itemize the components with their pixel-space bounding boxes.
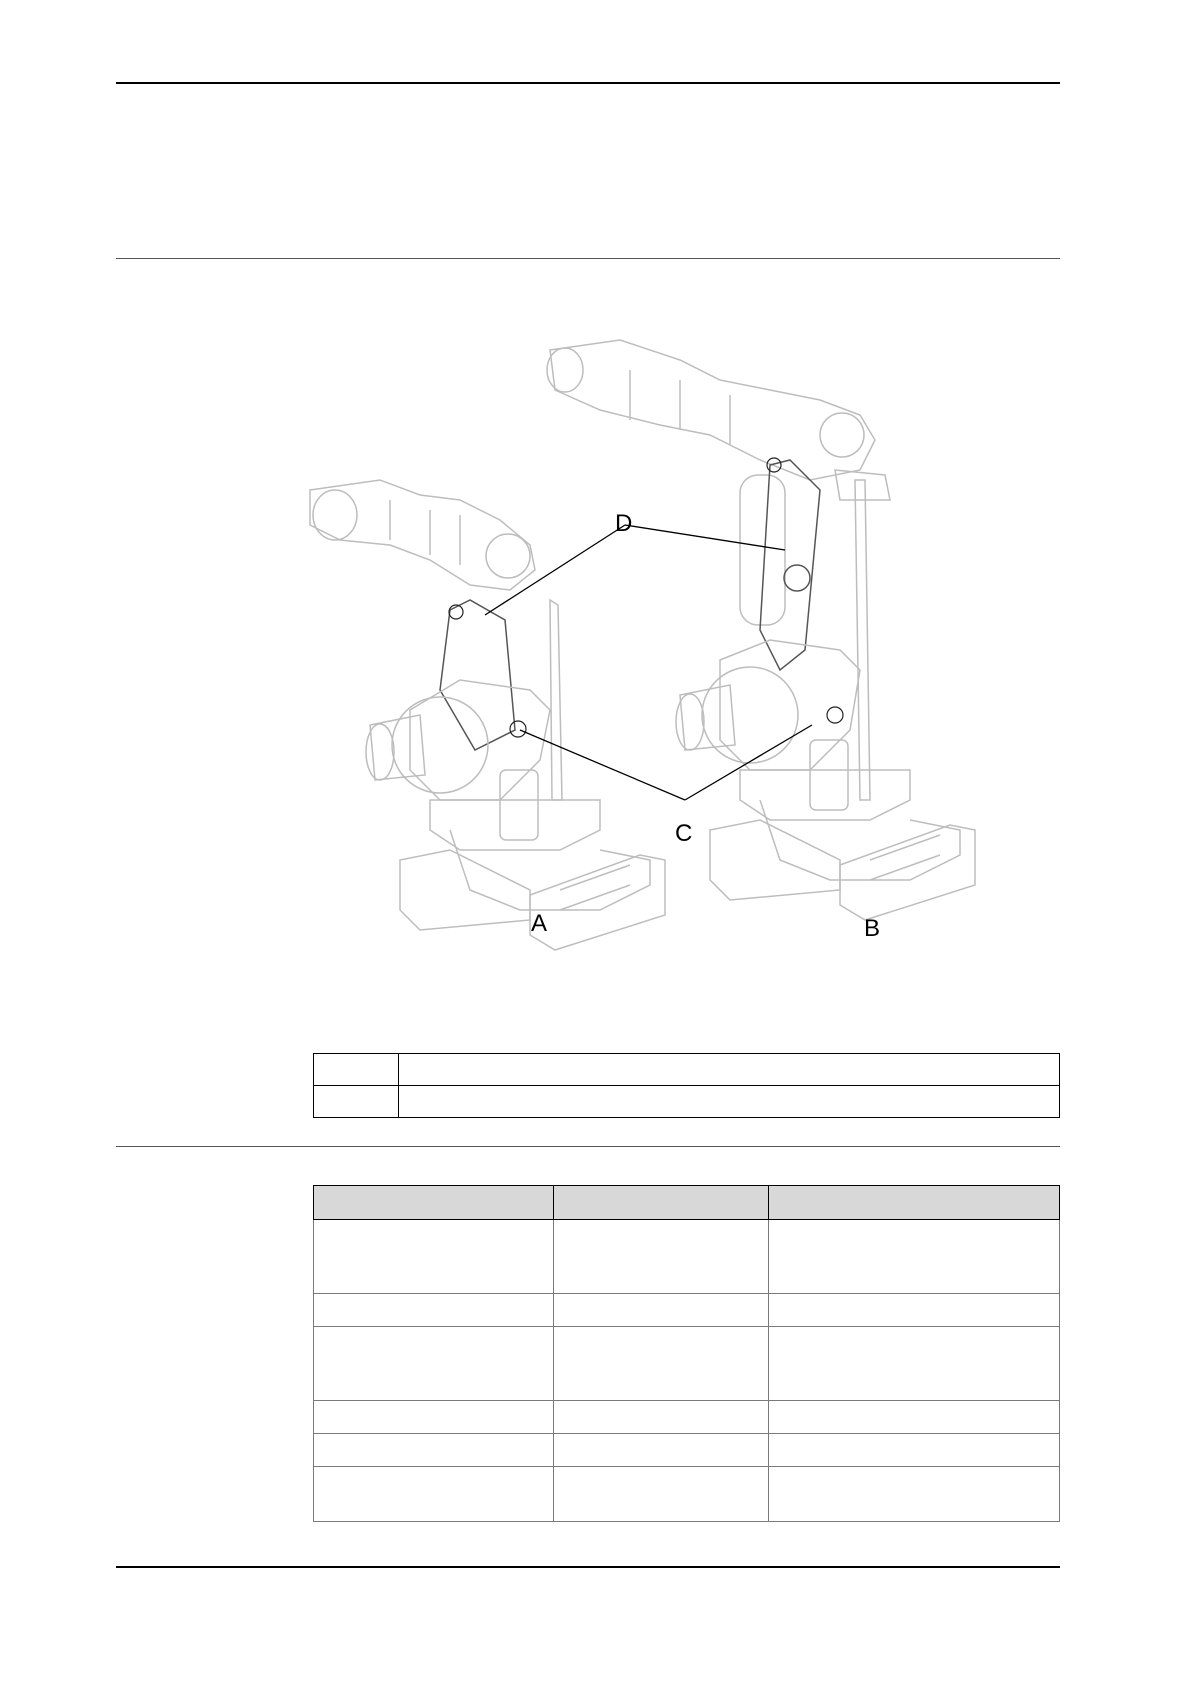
- table-cell: [769, 1294, 1060, 1327]
- callout-d-line-a: [485, 525, 625, 615]
- table-row: [314, 1086, 1060, 1118]
- table-cell: [314, 1434, 554, 1467]
- table-cell: [554, 1327, 769, 1401]
- figure-key-table: [313, 1053, 1060, 1118]
- table-cell: [314, 1294, 554, 1327]
- table-cell: [769, 1327, 1060, 1401]
- top-rule: [116, 82, 1060, 84]
- column-header: [314, 1186, 554, 1220]
- table-cell: [769, 1401, 1060, 1434]
- callout-d-label: D: [615, 510, 633, 537]
- table-cell: [769, 1220, 1060, 1294]
- table-row: [314, 1220, 1060, 1294]
- robot-figure: [300, 330, 1060, 1010]
- table-cell: [554, 1434, 769, 1467]
- table-cell: [314, 1401, 554, 1434]
- table-cell: [554, 1294, 769, 1327]
- section-rule: [116, 258, 1060, 259]
- robot-b-drawing: [547, 340, 975, 920]
- table-row: [314, 1434, 1060, 1467]
- table-cell: [554, 1401, 769, 1434]
- table-cell: [314, 1220, 554, 1294]
- table-row: [314, 1401, 1060, 1434]
- spec-table: [313, 1185, 1060, 1522]
- bottom-rule: [116, 1566, 1060, 1568]
- callout-d-line-b: [625, 525, 785, 550]
- table-cell: [554, 1467, 769, 1522]
- table-row: [314, 1294, 1060, 1327]
- column-header: [769, 1186, 1060, 1220]
- callout-c-line-b: [685, 725, 812, 800]
- value-cell: [399, 1054, 1060, 1086]
- value-cell: [399, 1086, 1060, 1118]
- table-cell: [314, 1467, 554, 1522]
- section-rule-2: [116, 1146, 1060, 1147]
- column-header: [554, 1186, 769, 1220]
- key-cell: [314, 1054, 399, 1086]
- key-cell: [314, 1086, 399, 1118]
- callout-c-line-a: [520, 730, 685, 800]
- callout-a-label: A: [531, 910, 548, 937]
- robot-a-drawing: [310, 480, 665, 950]
- callout-b-label: B: [864, 915, 881, 942]
- table-row: [314, 1327, 1060, 1401]
- header-row: [314, 1186, 1060, 1220]
- table-cell: [314, 1327, 554, 1401]
- table-cell: [769, 1434, 1060, 1467]
- callout-c-label: C: [675, 820, 693, 847]
- table-cell: [554, 1220, 769, 1294]
- table-row: [314, 1467, 1060, 1522]
- table-cell: [769, 1467, 1060, 1522]
- table-row: [314, 1054, 1060, 1086]
